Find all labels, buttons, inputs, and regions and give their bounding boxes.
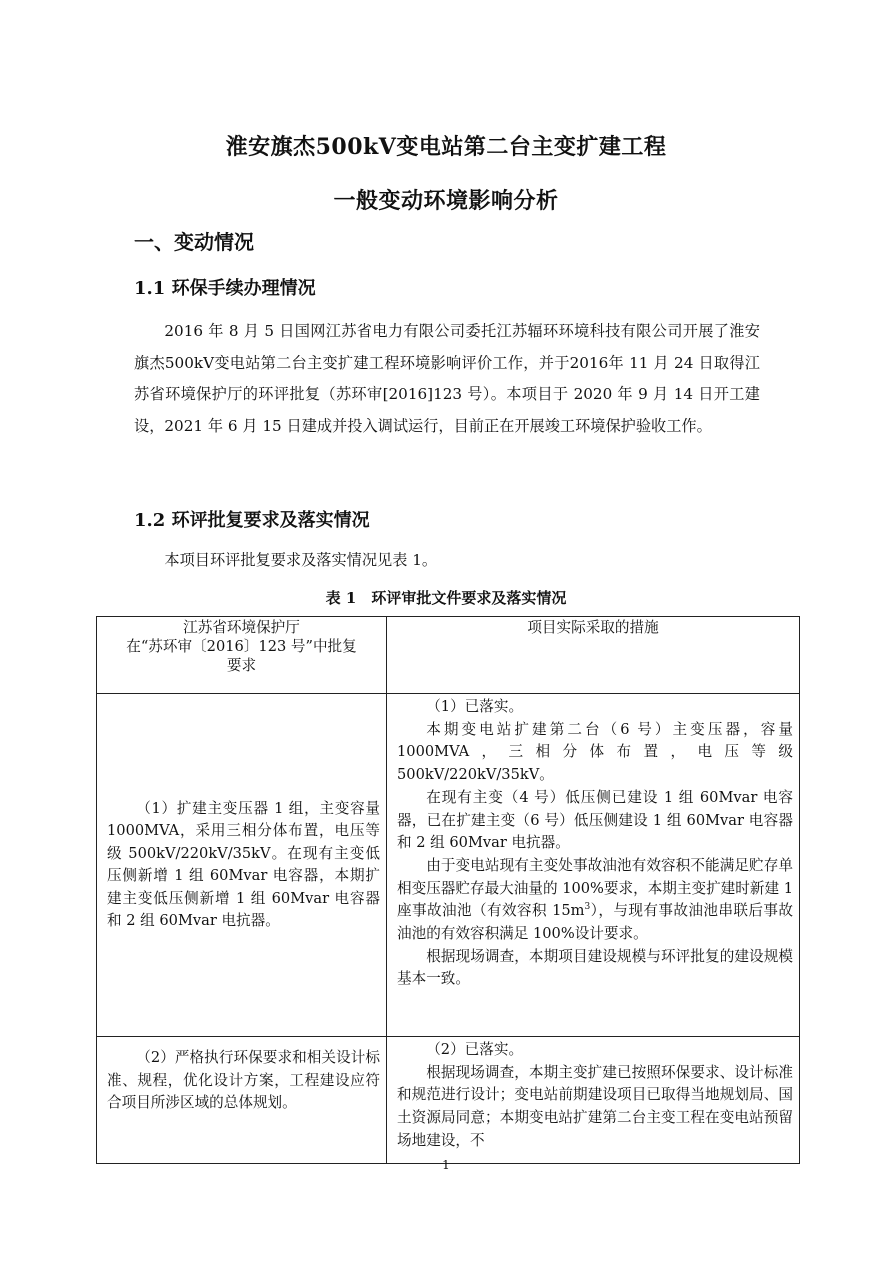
header-left-line1: 江苏省环境保护厅 <box>183 619 300 636</box>
row1-measure-para1: 本期变电站扩建第二台（6 号）主变压器，容量 1000MVA，三相分体布置，电压等级 500kV/220kV/35kV。 <box>397 720 793 784</box>
row2-requirement-cell <box>97 1037 387 1164</box>
document-title-line2: 一般变动环境影响分析 <box>333 188 559 214</box>
table-row <box>97 1037 800 1164</box>
table-row <box>97 694 800 1037</box>
section-heading-1: 一、变动情况 <box>134 230 254 254</box>
header-cell-measures: 项目实际采取的措施 <box>387 617 800 694</box>
table-caption: 表 1 环评审批文件要求及落实情况 <box>325 589 567 607</box>
header-left-line2: 在“苏环审〔2016〕123 号”中批复 <box>126 638 357 655</box>
header-left-line3: 要求 <box>226 657 257 674</box>
row1-measure-para3-a: 由于变电站现有主变处事故油池有效容积不能满足贮存单相变压器贮存最大油量的 100%要求，本期主变扩建时新建 1 座事故油池（有效容积 15m <box>397 856 793 920</box>
requirements-table <box>96 616 800 1164</box>
table-header-row <box>97 617 800 694</box>
row2-measure-cell <box>387 1037 800 1164</box>
row1-measure-para2: 在现有主变（4 号）低压侧已建设 1 组 60Mvar 电容器，已在扩建主变（6 号）低压侧建设 1 组 60Mvar 电容器和 2 组 60Mvar 电抗器。 <box>397 788 793 852</box>
row2-measure-status: （2）已落实。 <box>426 1041 524 1058</box>
page-number: 1 <box>442 1158 450 1172</box>
row1-requirement-text: （1）扩建主变压器 1 组，主变容量 1000MVA，采用三相分体布置，电压等级 500kV/220kV/35kV。在现有主变低压侧新增 1 组 60Mvar 电容器，本期扩建主变低压侧新增 1 组 60Mvar 电容器和 2 组 60Mvar 电抗器。 <box>107 799 380 929</box>
row1-requirement-cell <box>97 694 387 1037</box>
row1-measure-para3-b: ），与现有事故油池串联后事故油池的有效容积满足 100%设计要求。 <box>397 902 793 943</box>
row1-measure-status: （1）已落实。 <box>426 698 524 715</box>
document-title-line1: 淮安旗杰500kV变电站第二台主变扩建工程 <box>225 134 667 160</box>
row2-measure-para1: 根据现场调查，本期主变扩建已按照环保要求、设计标准和规范进行设计；变电站前期建设项目已取得当地规划局、国土资源局同意；本期变电站扩建第二台主变工程在变电站预留场地建设，不 <box>397 1063 793 1149</box>
row1-measure-para3-sup: 3 <box>584 902 591 913</box>
paragraph-table-intro: 本项目环评批复要求及落实情况见表 1。 <box>164 551 438 569</box>
row1-measure-cell <box>387 694 800 1037</box>
section-heading-1-2: 1.2 环评批复要求及落实情况 <box>134 510 370 531</box>
row1-measure-para3 <box>397 855 793 946</box>
paragraph-procedures: 2016 年 8 月 5 日国网江苏省电力有限公司委托江苏辐环环境科技有限公司开展了淮安旗杰500kV变电站第二台主变扩建工程环境影响评价工作，并于2016年 11 月 24 日取得江苏省环境保护厅的环评批复（苏环审[2016]123 号）。本项目于 2020 年 9 月 14 日开工建设，2021 年 6 月 15 日建成并投入调试运行，目前正在开展竣工环境保护验收工作。 <box>134 322 760 435</box>
row2-requirement-text: （2）严格执行环保要求和相关设计标准、规程，优化设计方案，工程建设应符合项目所涉区域的总体规划。 <box>107 1049 380 1111</box>
section-heading-1-1: 1.1 环保手续办理情况 <box>134 278 316 299</box>
header-cell-requirements <box>97 617 387 694</box>
row1-measure-para4: 根据现场调查，本期项目建设规模与环评批复的建设规模基本一致。 <box>397 947 793 988</box>
